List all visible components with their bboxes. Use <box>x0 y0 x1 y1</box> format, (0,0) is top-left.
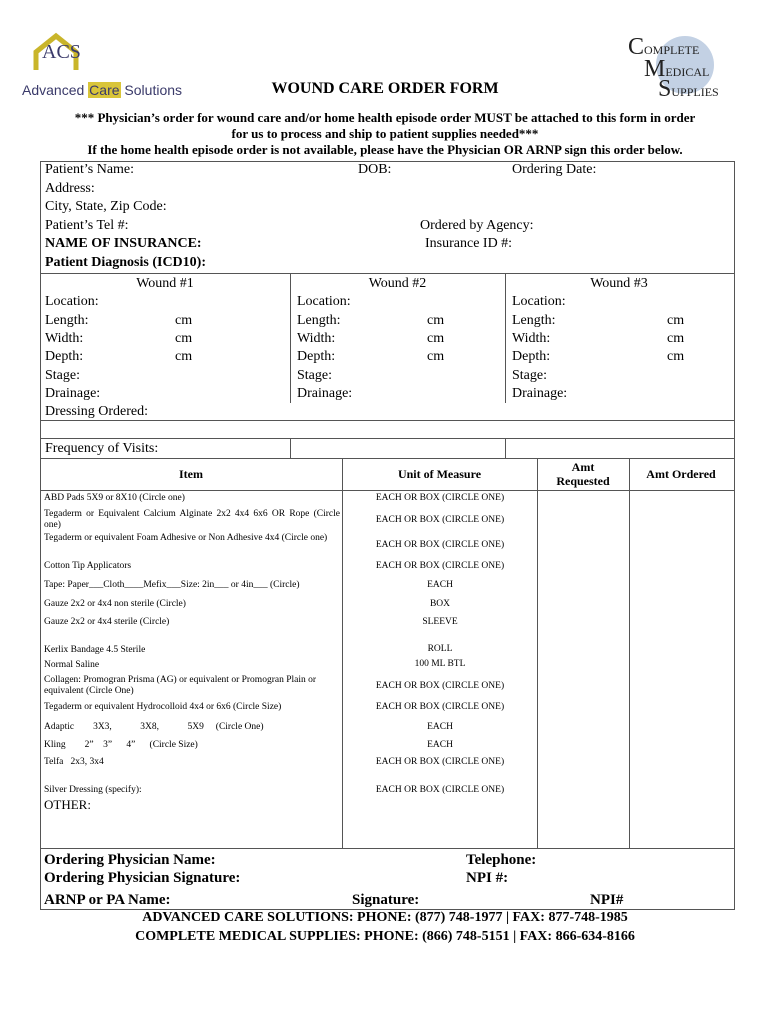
patient-row-5 <box>40 235 733 253</box>
item-row-2: Tegaderm or equivalent Foam Adhesive or Non Adhesive 4x4 (Circle one) <box>44 533 328 543</box>
divider <box>290 438 291 458</box>
uom-row-3: EACH OR BOX (CIRCLE ONE) <box>375 561 505 571</box>
ordering-date-label: Ordering Date: <box>512 162 597 177</box>
item-row-5: Gauze 2x2 or 4x4 non sterile (Circle) <box>44 599 186 609</box>
physician-signature-label: Ordering Physician Signature: <box>44 870 241 886</box>
item-row-9: Collagen: Promogran Prisma (AG) or equivalent or Promogran Plain or equivalent (Circle One) <box>44 675 317 696</box>
uom-row-11: EACH <box>427 722 453 732</box>
insurance-label: NAME OF INSURANCE: <box>45 236 202 251</box>
uom-row-10: EACH OR BOX (CIRCLE ONE) <box>375 702 505 712</box>
footer-acs: ADVANCED CARE SOLUTIONS: PHONE: (877) 748-1977 | FAX: 877-748-1985 <box>142 910 628 925</box>
w3-length: Length: <box>512 313 556 328</box>
w3-location: Location: <box>512 294 566 309</box>
cms-logo-line2: MEDICAL <box>644 56 710 82</box>
item-row-6: Gauze 2x2 or 4x4 sterile (Circle) <box>44 617 170 627</box>
arnp-npi-label: NPI# <box>590 892 624 908</box>
w2-depth-unit: cm <box>427 349 445 364</box>
tel-label: Patient’s Tel #: <box>45 218 129 233</box>
telephone-label: Telephone: <box>466 852 537 868</box>
insurance-id-label: Insurance ID #: <box>425 236 513 251</box>
frequency-label: Frequency of Visits: <box>45 441 159 456</box>
acs-logo-text: Advanced Care Solutions <box>22 82 183 98</box>
divider <box>537 458 538 848</box>
item-row-3: Cotton Tip Applicators <box>44 561 132 571</box>
uom-row-12: EACH <box>427 740 453 750</box>
agency-label: Ordered by Agency: <box>420 218 534 233</box>
patient-row-6 <box>40 254 733 272</box>
divider <box>40 438 734 439</box>
npi-label: NPI #: <box>466 870 509 886</box>
col-uom: Unit of Measure <box>397 467 482 481</box>
physician-name-label: Ordering Physician Name: <box>44 852 216 868</box>
col-amt-ordered: Amt Ordered <box>646 467 716 481</box>
item-row-12: Kling 2” 3” 4” (Circle Size) <box>44 740 198 750</box>
w3-stage: Stage: <box>512 368 547 383</box>
w3-depth-unit: cm <box>667 349 685 364</box>
cms-logo-line3: SUPPLIES <box>658 76 719 102</box>
divider <box>40 490 734 491</box>
w2-depth: Depth: <box>297 349 336 364</box>
arnp-name-label: ARNP or PA Name: <box>44 892 171 908</box>
address-label: Address: <box>45 181 95 196</box>
w1-drainage: Drainage: <box>45 386 101 401</box>
page-title: WOUND CARE ORDER FORM <box>271 80 499 97</box>
uom-row-1: EACH OR BOX (CIRCLE ONE) <box>375 515 505 525</box>
uom-row-2: EACH OR BOX (CIRCLE ONE) <box>375 540 505 550</box>
uom-row-9: EACH OR BOX (CIRCLE ONE) <box>375 681 505 691</box>
w1-depth-unit: cm <box>175 349 193 364</box>
uom-row-4: EACH <box>427 580 453 590</box>
item-row-0: ABD Pads 5X9 or 8X10 (Circle one) <box>44 493 185 503</box>
item-row-11: Adaptic 3X3, 3X8, 5X9 (Circle One) <box>44 722 264 732</box>
w3-width: Width: <box>512 331 551 346</box>
acs-mark-letter-a: ACS <box>42 41 81 63</box>
w1-location: Location: <box>45 294 99 309</box>
patient-row-1 <box>40 161 733 179</box>
item-row-14: Silver Dressing (specify): <box>44 785 142 795</box>
cms-logo-line1: COMPLETE <box>628 34 700 60</box>
divider <box>40 848 734 849</box>
wound-3-header: Wound #3 <box>590 276 648 291</box>
col-amt-requested: Amt Requested <box>556 460 610 488</box>
divider <box>505 438 506 458</box>
w2-length-unit: cm <box>427 313 445 328</box>
patient-row-3 <box>40 198 733 216</box>
wound-1-header: Wound #1 <box>136 276 194 291</box>
w2-width: Width: <box>297 331 336 346</box>
item-row-8: Normal Saline <box>44 660 100 670</box>
other-label: OTHER: <box>44 797 91 812</box>
w3-length-unit: cm <box>667 313 685 328</box>
uom-row-7: ROLL <box>427 644 453 654</box>
w1-length-unit: cm <box>175 313 193 328</box>
divider <box>629 458 630 848</box>
w1-depth: Depth: <box>45 349 84 364</box>
w2-stage: Stage: <box>297 368 332 383</box>
w1-width: Width: <box>45 331 84 346</box>
uom-row-5: BOX <box>429 599 451 609</box>
notice-line-2: for us to process and ship to patient supplies needed*** <box>231 126 539 141</box>
footer-cms: COMPLETE MEDICAL SUPPLIES: PHONE: (866) 748-5151 | FAX: 866-634-8166 <box>135 929 635 944</box>
uom-row-14: EACH OR BOX (CIRCLE ONE) <box>375 785 505 795</box>
uom-row-8: 100 ML BTL <box>414 659 466 669</box>
item-row-10: Tegaderm or equivalent Hydrocolloid 4x4 or 6x6 (Circle Size) <box>44 702 282 712</box>
w2-width-unit: cm <box>427 331 445 346</box>
w1-width-unit: cm <box>175 331 193 346</box>
w2-length: Length: <box>297 313 341 328</box>
w2-drainage: Drainage: <box>297 386 353 401</box>
w3-drainage: Drainage: <box>512 386 568 401</box>
notice <box>40 110 730 158</box>
wound-2-header: Wound #2 <box>368 276 427 291</box>
item-row-13: Telfa 2x3, 3x4 <box>44 757 104 767</box>
patient-name-label: Patient’s Name: <box>45 162 135 177</box>
patient-row-4 <box>40 217 733 235</box>
divider <box>40 273 734 274</box>
divider <box>342 458 343 848</box>
w2-location: Location: <box>297 294 351 309</box>
w3-width-unit: cm <box>667 331 685 346</box>
house-logo-icon <box>32 32 92 78</box>
col-item: Item <box>179 467 203 481</box>
diagnosis-label: Patient Diagnosis (ICD10): <box>45 255 206 270</box>
notice-line-3: If the home health episode order is not available, please have the Physician OR ARNP sign this order below. <box>87 142 683 157</box>
w1-length: Length: <box>45 313 89 328</box>
w3-depth: Depth: <box>512 349 551 364</box>
item-row-7: Kerlix Bandage 4.5 Sterile <box>44 645 146 655</box>
item-row-4: Tape: Paper___Cloth____Mefix___Size: 2in___ or 4in___ (Circle) <box>44 580 300 590</box>
uom-row-13: EACH OR BOX (CIRCLE ONE) <box>375 757 505 767</box>
uom-row-6: SLEEVE <box>422 617 458 627</box>
patient-row-2 <box>40 180 733 198</box>
notice-line-1: *** Physician’s order for wound care and/or home health episode order MUST be attached to this form in order <box>74 110 696 125</box>
city-label: City, State, Zip Code: <box>45 199 167 214</box>
w1-stage: Stage: <box>45 368 80 383</box>
dob-label: DOB: <box>358 162 392 177</box>
item-row-1: Tegaderm or Equivalent Calcium Alginate 2x2 4x4 6x6 OR Rope (Circle one) <box>44 509 340 530</box>
dressing-ordered-label: Dressing Ordered: <box>45 404 149 419</box>
arnp-signature-label: Signature: <box>352 892 420 908</box>
uom-row-0: EACH OR BOX (CIRCLE ONE) <box>375 493 505 503</box>
